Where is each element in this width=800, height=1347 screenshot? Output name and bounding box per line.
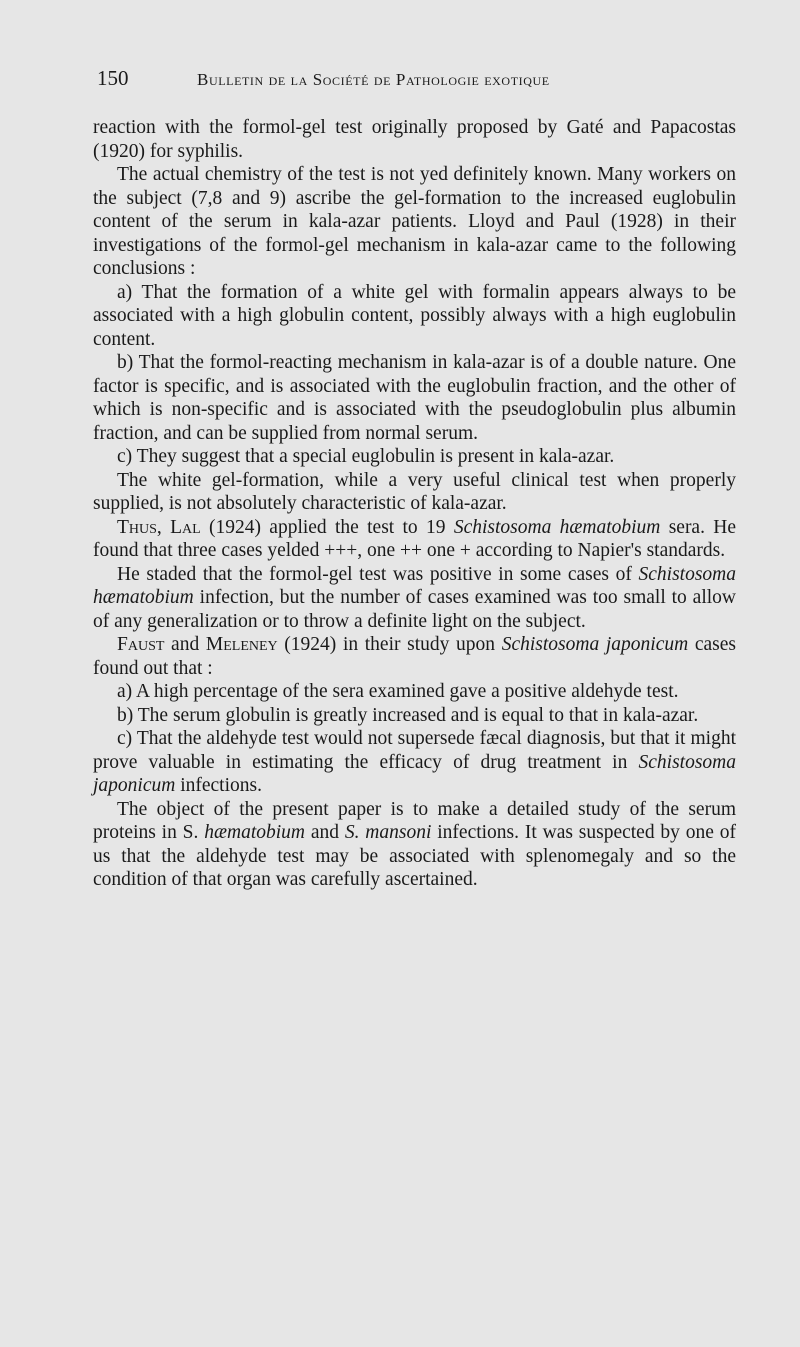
text-span: infections. It was suspected by one of us that the aldehyde test may be associated with splenomegaly and so the condition of that organ was carefully ascertained. [93,822,737,890]
conclusion-b: b) That the formol-reacting mechanism in kala-azar is of a double nature. One factor is specific, and is associated with the euglobulin fraction, and the other of which is non-specific and is associated with the pseudoglobulin plus albumin fraction, and can be supplied from normal serum. [93,352,736,444]
page-header [97,66,738,96]
text-span: infections. [175,775,262,796]
author-meleney: Meleney [205,634,278,655]
species-name: Schistosoma hæmatobium [93,563,736,608]
conclusion-a: a) That the formation of a white gel with formalin appears always to be associated with a high globulin content, possibly always with a high euglobulin content. [93,281,736,350]
species-name: Schistosoma hæmatobium [453,516,661,538]
paragraph-continuation: reaction with the formol-gel test originally proposed by Gaté and Papacostas (1920) for syphilis. [93,117,736,162]
text-span: c) That the aldehyde test would not supersede fæcal diagnosis, but that it might prove valuable in estimating the efficacy of drug treatment in [93,728,736,773]
running-head: Bulletin de la Société de Pathologie exotique [197,70,550,89]
text-span: The object of the present paper is to make a detailed study of the serum proteins in S. [93,798,736,843]
paragraph-formol-gel-positive [93,563,736,634]
species-name: Schistosoma japonicum [93,751,736,796]
text-span: He staded that the formol-gel test was positive in some cases of [117,563,639,585]
paragraph-lal [93,516,736,563]
text-span: (1924) applied the test to 19 [200,516,454,538]
text-span: infection, but the number of cases examined was too small to allow of any generalization or to throw a definite light on the subject. [93,587,736,632]
text-span: sera. He found that three cases yelded +++, one ++ one + according to Napier's standards. [93,516,737,561]
conclusion-c: c) They suggest that a special euglobulin is present in kala-azar. [117,446,615,467]
paragraph-white-gel: The white gel-formation, while a very useful clinical test when properly supplied, is not absolutely characteristic of kala-azar. [93,469,736,514]
species-name: hæmatobium [204,822,305,843]
finding-c [93,727,736,798]
paragraph-faust-meleney [93,633,736,680]
text-span: (1924) in their study upon [277,634,502,655]
author-faust: Faust [117,634,165,655]
body-text [93,116,736,892]
paragraph-object [93,798,736,892]
finding-a: a) A high percentage of the sera examined gave a positive aldehyde test. [117,681,679,702]
page-number: 150 [97,66,129,90]
text-span: cases found out that : [93,634,736,679]
species-name: Schistosoma japonicum [501,634,689,655]
species-name: S. mansoni [344,822,432,843]
finding-b: b) The serum globulin is greatly increased and is equal to that in kala-azar. [117,704,699,726]
text-span: and [164,634,206,655]
paragraph-chemistry: The actual chemistry of the test is not yed definitely known. Many workers on the subject (7,8 and 9) ascribe the gel-formation to the increased euglobulin content of the serum in kala-azar patients. Lloyd and Paul (1928) in their investigations of the formol-gel mechanism in kala-azar came to the following conclusions : [93,164,736,279]
text-span: and [305,822,345,843]
author-lal: Thus, Lal [117,516,201,538]
